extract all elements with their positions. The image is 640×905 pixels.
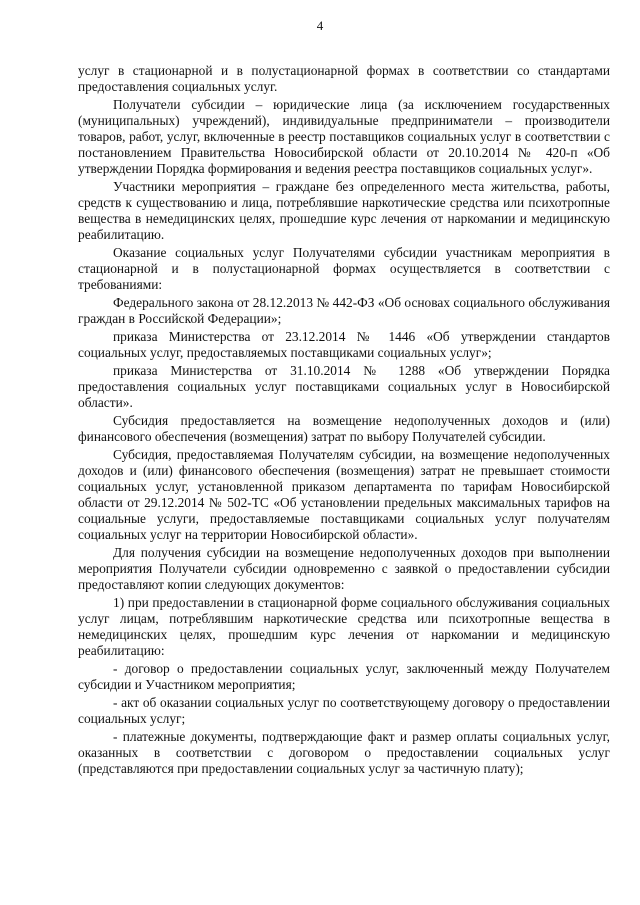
paragraph-participants: Участники мероприятия – граждане без определенного места жительства, работы, средств к существованию и лица, потреблявшие наркотические средства или психотропные вещества в немедицинских целях, прошедшие курс лечения от наркомании и медицинскую реабилитацию. [78,179,610,242]
paragraph-continuation: услуг в стационарной и в полустационарной формах в соответствии со стандартами предоставления социальных услуг. [78,63,610,94]
document-body [78,63,610,779]
paragraph-subsidy-purpose: Субсидия предоставляется на возмещение недополученных доходов и (или) финансового обеспечения (возмещения) затрат по выбору Получателей субсидии. [78,413,610,444]
paragraph-order-1288: приказа Министерства от 31.10.2014 № 1288 «Об утверждении Порядка предоставления социальных услуг поставщиками социальных услуг в Новосибирской области». [78,363,610,410]
page-number: 4 [316,18,324,33]
paragraph-documents-intro: Для получения субсидии на возмещение недополученных доходов при выполнении мероприятия Получатели субсидии одновременно с заявкой о предоставлении субсидии предоставляют копии следующих документов: [78,545,610,592]
list-item-stationary-form: 1) при предоставлении в стационарной форме социального обслуживания социальных услуг лицам, потреблявшим наркотические средства или психотропные вещества в немедицинских целях, прошедшим курс лечения от наркомании и медицинскую реабилитацию: [78,595,610,658]
paragraph-recipients: Получатели субсидии – юридические лица (за исключением государственных (муниципальных) учреждений), индивидуальные предприниматели – производители товаров, работ, услуг, включенные в реестр поставщиков социальных услуг в соответствии с постановлением Правительства Новосибирской области от 20.10.2014 № 420-п «Об утверждении Порядка формирования и ведения реестра поставщиков социальных услуг». [78,97,610,176]
paragraph-requirements-intro: Оказание социальных услуг Получателями субсидии участникам мероприятия в стационарной и в полустационарной формах осуществляется в соответствии с требованиями: [78,245,610,292]
paragraph-order-1446: приказа Министерства от 23.12.2014 № 1446 «Об утверждении стандартов социальных услуг, предоставляемых поставщиками социальных услуг»; [78,329,610,360]
list-item-payment-docs: - платежные документы, подтверждающие факт и размер оплаты социальных услуг, оказанных в соответствии с договором о предоставлении социальных услуг (представляются при предоставлении социальных услуг за частичную плату); [78,729,610,776]
list-item-act: - акт об оказании социальных услуг по соответствующему договору о предоставлении социальных услуг; [78,695,610,726]
list-item-contract: - договор о предоставлении социальных услуг, заключенный между Получателем субсидии и Участником мероприятия; [78,661,610,692]
paragraph-federal-law: Федерального закона от 28.12.2013 № 442-ФЗ «Об основах социального обслуживания граждан в Российской Федерации»; [78,295,610,326]
paragraph-subsidy-limit: Субсидия, предоставляемая Получателям субсидии, на возмещение недополученных доходов и (или) финансового обеспечения (возмещения) затрат не превышает стоимости социальных услуг, установленной приказом департамента по тарифам Новосибирской области от 29.12.2014 № 502-ТС «Об установлении предельных максимальных тарифов на социальные услуги, предоставляемые поставщиками социальных услуг получателям социальных услуг на территории Новосибирской области». [78,447,610,542]
